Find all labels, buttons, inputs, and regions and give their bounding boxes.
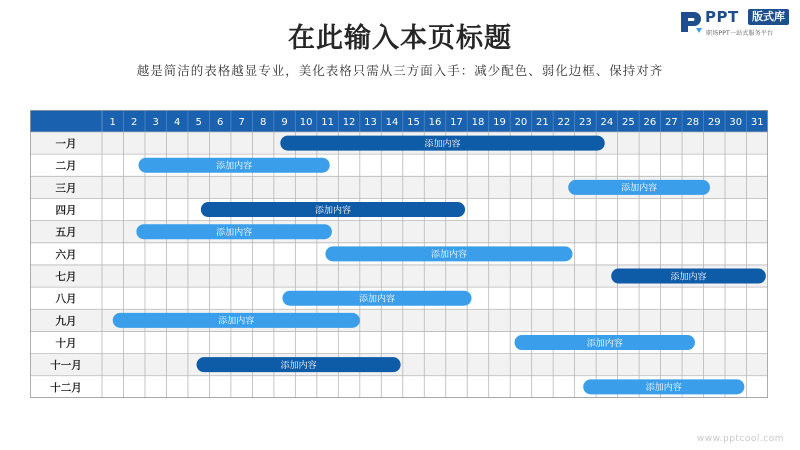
gantt-bar-label: 添加内容 [358,294,396,305]
day-header: 21 [536,117,549,128]
gantt-bar[interactable] [325,246,572,261]
day-header: 15 [407,117,420,128]
day-header: 4 [174,117,181,128]
gantt-bar-label: 添加内容 [621,183,658,194]
day-header: 11 [321,117,334,128]
gantt-bar[interactable] [136,224,332,239]
day-header: 23 [579,117,592,128]
month-label: 一月 [55,138,77,151]
gantt-bar[interactable] [583,379,744,394]
gantt-bar-label: 添加内容 [216,228,253,239]
month-label: 四月 [55,204,77,217]
day-header: 1 [109,117,116,128]
gantt-bar-label: 添加内容 [280,360,317,371]
header-row [30,110,768,132]
day-header: 9 [281,117,288,128]
month-label: 九月 [55,315,77,328]
day-header: 22 [557,117,571,128]
page-title: 在此输入本页标题 [288,23,512,54]
month-label: 三月 [55,182,77,195]
ppt-logo-icon [678,9,704,35]
day-header: 18 [471,117,485,128]
gantt-bar-label: 添加内容 [586,338,623,349]
month-label: 五月 [55,226,77,239]
day-header: 29 [707,117,721,128]
gantt-bar[interactable] [201,202,465,217]
gantt-bar-label: 添加内容 [645,383,682,394]
day-header: 17 [450,117,463,128]
day-header: 28 [686,117,700,128]
day-header: 24 [600,117,614,128]
gantt-bar[interactable] [113,313,360,328]
gantt-bar-label: 添加内容 [430,250,467,261]
month-label: 十月 [55,337,77,350]
gantt-bar[interactable] [139,158,330,173]
day-header: 6 [216,117,224,128]
day-header: 19 [493,117,506,128]
gantt-bar[interactable] [514,335,694,350]
month-label: 七月 [55,271,77,284]
month-label: 六月 [55,248,77,261]
logo-brand-text: PPT [705,8,739,26]
day-header: 16 [428,117,442,128]
day-header: 8 [259,117,267,128]
day-header: 13 [364,117,377,128]
day-header: 7 [238,117,245,128]
month-label: 十二月 [50,381,82,394]
gantt-bar[interactable] [280,136,604,151]
month-label: 八月 [55,293,77,306]
logo-tagline: 职场PPT一站式服务平台 [706,30,774,37]
gantt-bar-label: 添加内容 [424,139,461,150]
logo-badge: 版式库 [748,9,789,25]
gantt-bar[interactable] [611,269,766,284]
gantt-bar[interactable] [568,180,710,195]
gantt-bar-label: 添加内容 [218,316,255,327]
watermark: www.pptcool.com [696,434,784,444]
gantt-bar-label: 添加内容 [314,205,351,216]
gantt-bar-label: 添加内容 [670,272,707,283]
gantt-table [30,110,768,398]
gantt-bar[interactable] [282,291,471,306]
month-label: 十一月 [50,359,82,372]
page-subtitle: 越是简洁的表格越显专业，美化表格只需从三方面入手：减少配色、弱化边框、保持对齐 [136,63,664,78]
day-header: 14 [385,117,399,128]
day-header: 2 [131,117,138,128]
day-header: 5 [195,117,202,128]
gantt-bar-label: 添加内容 [216,161,253,172]
day-header: 31 [750,117,764,128]
day-header: 10 [299,117,313,128]
day-header: 26 [643,117,657,128]
day-header: 27 [664,117,678,128]
day-header: 20 [514,117,528,128]
day-header: 12 [342,117,356,128]
day-header: 3 [152,117,159,128]
brand-logo [678,8,796,38]
gantt-bar[interactable] [197,357,401,372]
day-header: 30 [729,117,743,128]
day-header: 25 [621,117,635,128]
month-label: 二月 [55,160,77,173]
